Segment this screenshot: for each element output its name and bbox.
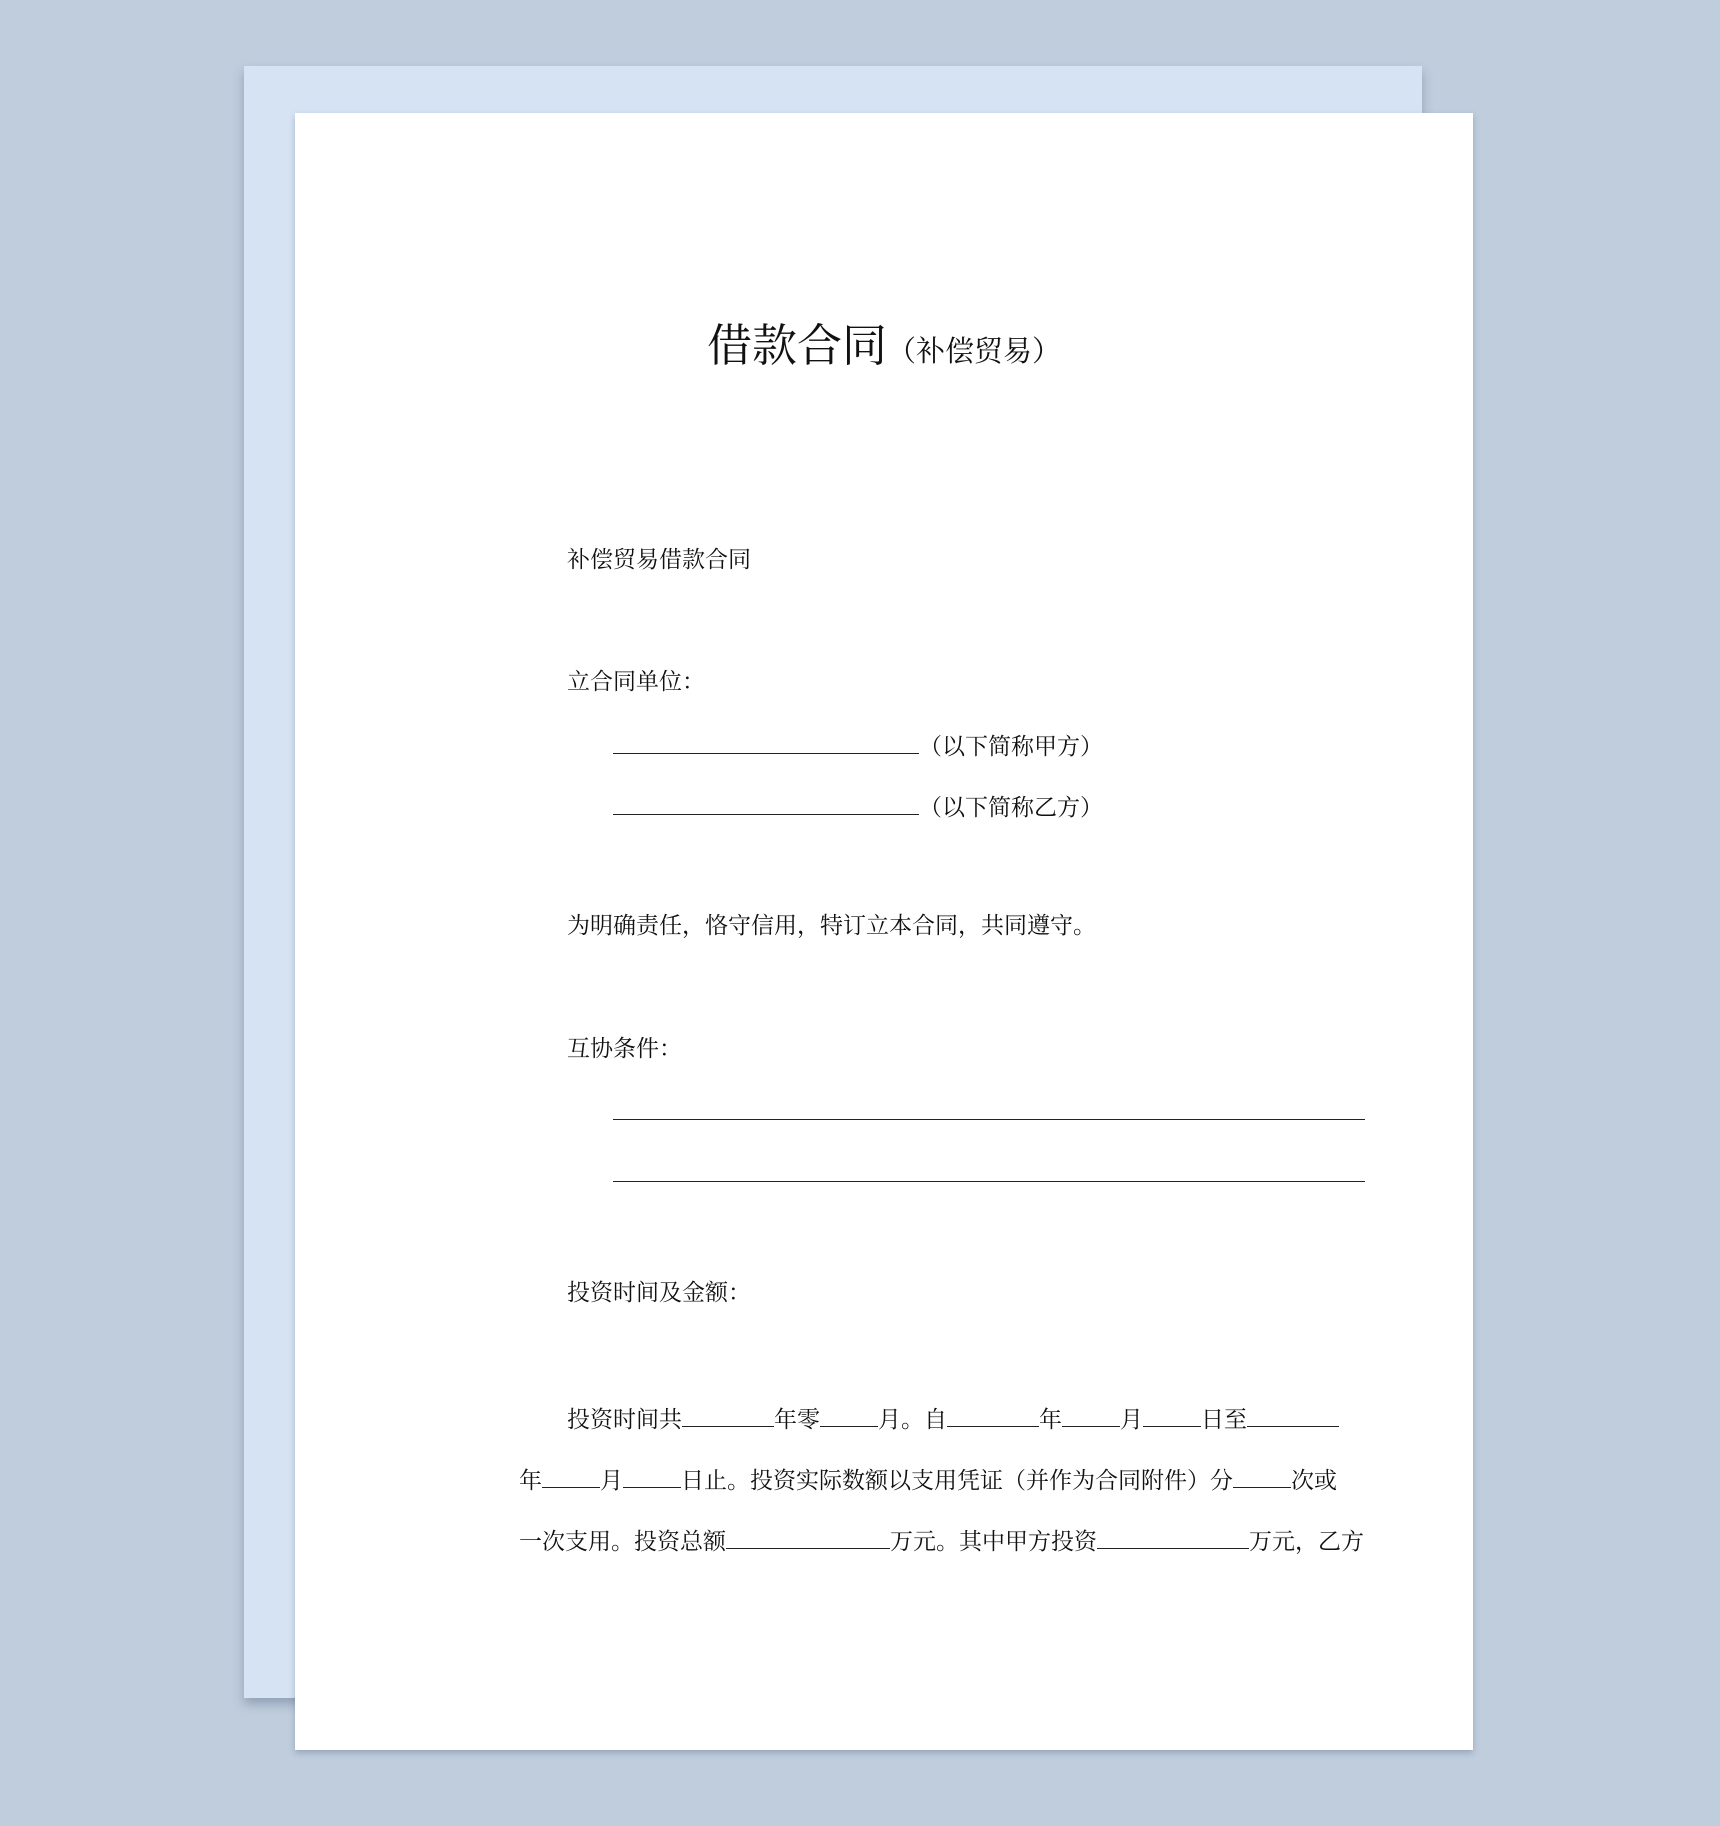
end-year-blank[interactable] xyxy=(1247,1400,1339,1427)
party-a-line xyxy=(613,727,1103,762)
investment-para-line-2 xyxy=(519,1461,1337,1496)
para-text: 年 xyxy=(1039,1407,1062,1433)
para-text: 月 xyxy=(600,1468,623,1494)
para-text: 月。自 xyxy=(878,1407,947,1433)
end-day-blank[interactable] xyxy=(623,1461,681,1488)
months-blank[interactable] xyxy=(820,1400,878,1427)
party-a-suffix: （以下简称甲方） xyxy=(919,734,1103,760)
investment-label: 投资时间及金额： xyxy=(567,1280,751,1306)
para-text: 月 xyxy=(1120,1407,1143,1433)
para-text: 日至 xyxy=(1201,1407,1247,1433)
para-text: 万元。其中甲方投资 xyxy=(890,1529,1097,1555)
party-b-line xyxy=(613,788,1103,823)
party-b-suffix: （以下简称乙方） xyxy=(919,795,1103,821)
mutual-conditions-label: 互协条件： xyxy=(567,1036,682,1062)
document-page xyxy=(295,113,1473,1750)
start-year-blank[interactable] xyxy=(947,1400,1039,1427)
years-blank[interactable] xyxy=(682,1400,774,1427)
party-a-amount-blank[interactable] xyxy=(1097,1522,1249,1549)
end-month-blank[interactable] xyxy=(542,1461,600,1488)
start-day-blank[interactable] xyxy=(1143,1400,1201,1427)
parties-label: 立合同单位： xyxy=(567,669,705,695)
investment-para-line-1 xyxy=(567,1400,1339,1435)
purpose-text: 为明确责任，恪守信用，特订立本合同，共同遵守。 xyxy=(567,913,1096,939)
title-main: 借款合同 xyxy=(706,319,887,372)
para-text: 年零 xyxy=(774,1407,820,1433)
para-text: 日止。投资实际数额以支用凭证（并作为合同附件）分 xyxy=(681,1468,1233,1494)
mutual-condition-line-2[interactable] xyxy=(613,1181,1365,1182)
para-text: 投资时间共 xyxy=(567,1407,682,1433)
party-b-blank[interactable] xyxy=(613,788,919,815)
page-title xyxy=(295,309,1473,374)
investment-para-line-3 xyxy=(519,1522,1364,1557)
para-text: 万元，乙方 xyxy=(1249,1529,1364,1555)
party-a-blank[interactable] xyxy=(613,727,919,754)
para-text: 一次支用。投资总额 xyxy=(519,1529,726,1555)
mutual-condition-line-1[interactable] xyxy=(613,1119,1365,1120)
start-month-blank[interactable] xyxy=(1062,1400,1120,1427)
title-sub: （补偿贸易） xyxy=(887,334,1062,368)
total-amount-blank[interactable] xyxy=(726,1522,890,1549)
contract-heading: 补偿贸易借款合同 xyxy=(567,547,751,573)
para-text: 年 xyxy=(519,1468,542,1494)
para-text: 次或 xyxy=(1291,1468,1337,1494)
installments-blank[interactable] xyxy=(1233,1461,1291,1488)
